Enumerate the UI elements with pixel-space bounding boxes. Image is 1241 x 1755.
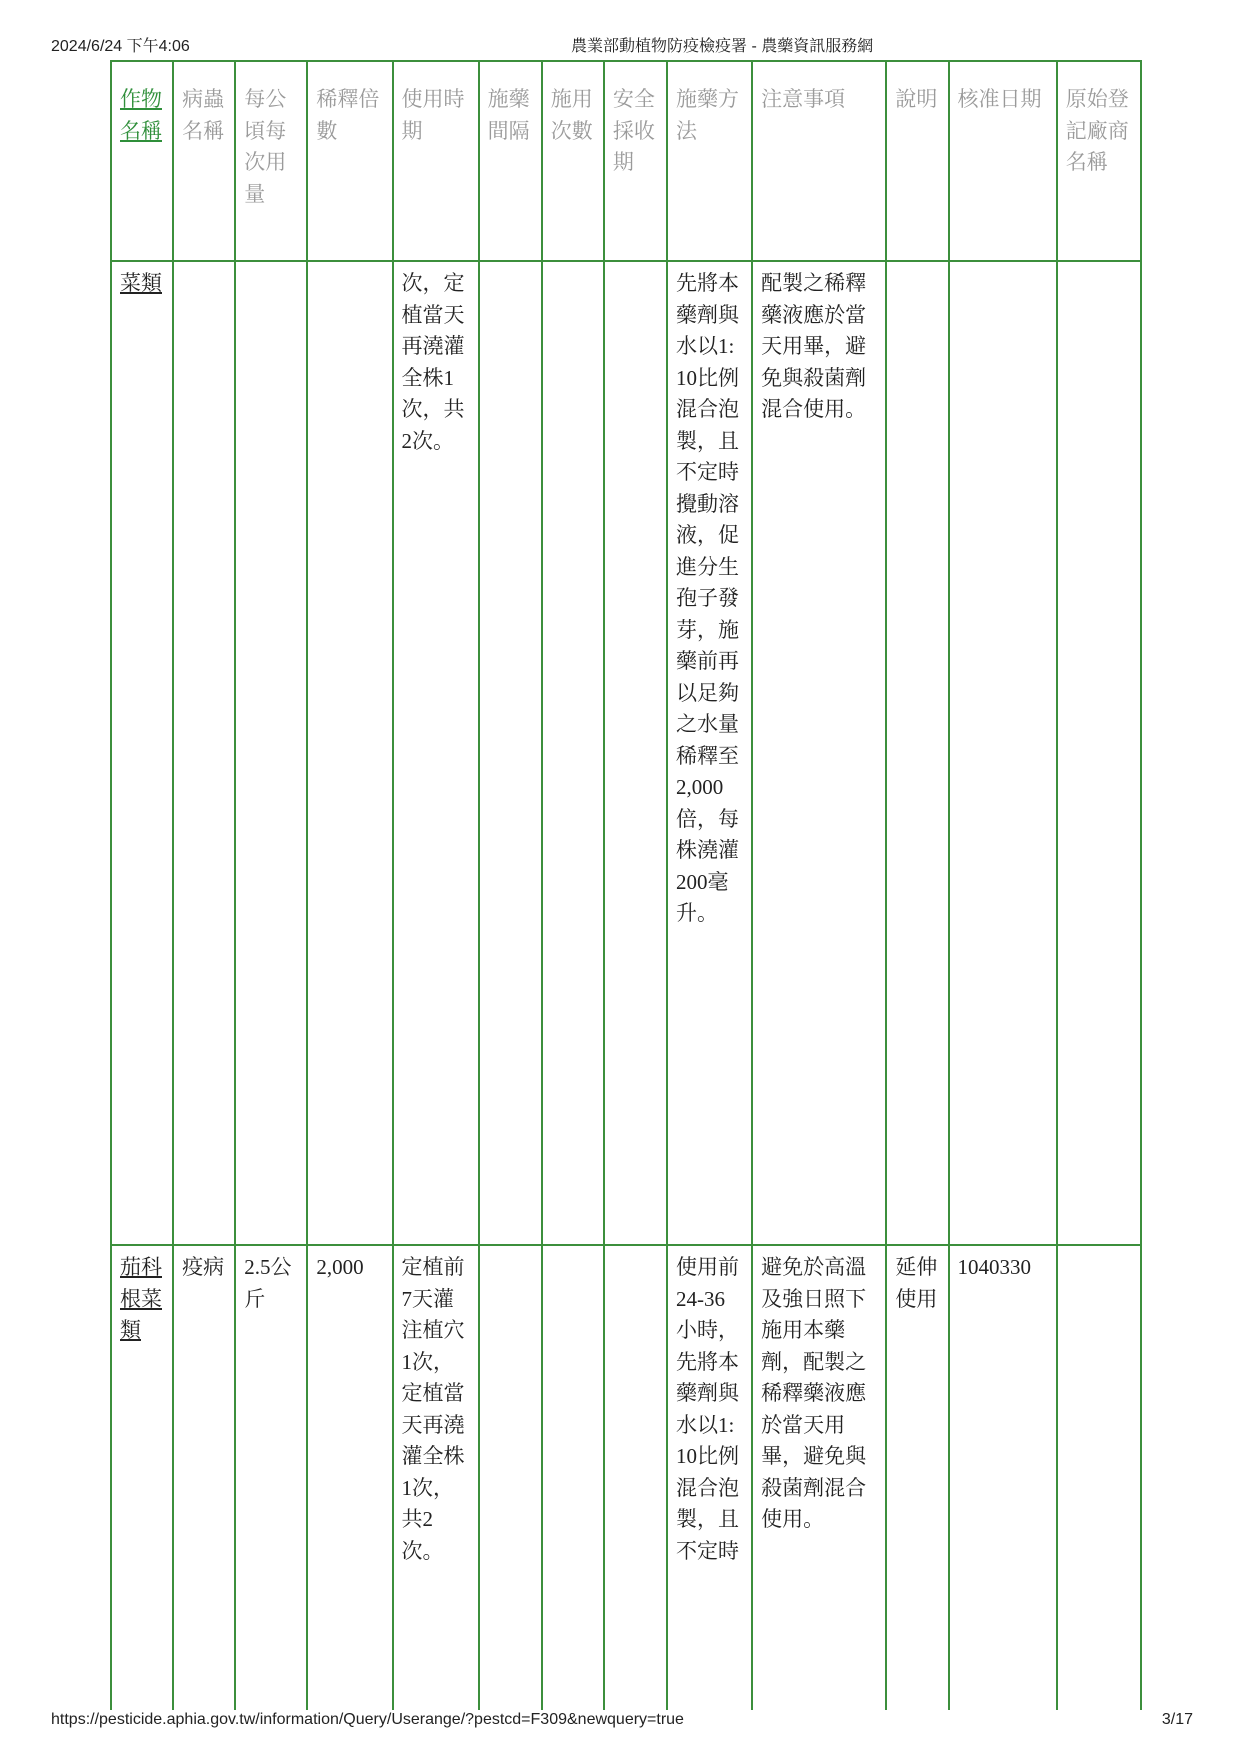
header-description: 說明	[886, 61, 948, 261]
header-approval-date: 核准日期	[949, 61, 1057, 261]
cell-description	[886, 261, 948, 1245]
cell-notes: 配製之稀釋藥液應於當天用畢，避免與殺菌劑混合使用。	[752, 261, 886, 1245]
usage-range-table	[110, 60, 1142, 1710]
cell-count	[542, 1245, 604, 1710]
cell-count	[542, 261, 604, 1245]
cell-method: 使用前24-36小時，先將本藥劑與水以1:10比例混合泡製，且不定時	[667, 1245, 752, 1710]
cell-interval	[479, 261, 542, 1245]
cell-dose	[235, 261, 307, 1245]
print-page-number: 3/17	[1161, 1711, 1193, 1728]
header-crop[interactable]	[111, 61, 173, 261]
cell-approval-date	[949, 261, 1057, 1245]
table-row	[111, 1245, 1141, 1710]
cell-notes: 避免於高溫及強日照下施用本藥劑，配製之稀釋藥液應於當天用畢，避免與殺菌劑混合使用。	[752, 1245, 886, 1710]
cell-pest: 疫病	[173, 1245, 235, 1710]
cell-description: 延伸使用	[886, 1245, 948, 1710]
cell-method: 先將本藥劑與水以1:10比例混合泡製，且不定時攪動溶液，促進分生孢子發芽，施藥前再以足夠之水量稀釋至2,000倍，每株澆灌200毫升。	[667, 261, 752, 1245]
header-timing: 使用時期	[393, 61, 479, 261]
cell-approval-date: 1040330	[949, 1245, 1057, 1710]
table-header-row	[111, 61, 1141, 261]
header-notes: 注意事項	[752, 61, 886, 261]
cell-timing: 次，定植當天再澆灌全株1次，共2次。	[393, 261, 479, 1245]
cell-safe-harvest	[604, 1245, 667, 1710]
cell-safe-harvest	[604, 261, 667, 1245]
print-page-title: 農業部動植物防疫檢疫署 - 農藥資訊服務網	[571, 38, 874, 55]
header-original-registrant: 原始登記廠商名稱	[1057, 61, 1141, 261]
table-row	[111, 261, 1141, 1245]
header-interval: 施藥間隔	[479, 61, 542, 261]
cell-original-registrant	[1057, 261, 1141, 1245]
header-method: 施藥方法	[667, 61, 752, 261]
cell-dose: 2.5公斤	[235, 1245, 307, 1710]
print-footer	[0, 1711, 1241, 1733]
header-safe-harvest: 安全採收期	[604, 61, 667, 261]
cell-interval	[479, 1245, 542, 1710]
cell-crop[interactable]	[111, 1245, 173, 1710]
cell-timing: 定植前7天灌注植穴1次，定植當天再澆灌全株1次，共2次。	[393, 1245, 479, 1710]
header-crop-sort-link[interactable]: 作物名稱	[120, 87, 162, 143]
cell-pest	[173, 261, 235, 1245]
usage-table-container	[110, 60, 1142, 1710]
header-count: 施用次數	[542, 61, 604, 261]
print-url: https://pesticide.aphia.gov.tw/information/Query/Userange/?pestcd=F309&newquery=true	[51, 1711, 684, 1728]
cell-dilution: 2,000	[307, 1245, 392, 1710]
print-datetime: 2024/6/24 下午4:06	[51, 38, 190, 55]
cell-original-registrant	[1057, 1245, 1141, 1710]
print-header	[0, 33, 1241, 55]
header-dose: 每公頃每次用量	[235, 61, 307, 261]
cell-dilution	[307, 261, 392, 1245]
cell-crop[interactable]	[111, 261, 173, 1245]
header-pest: 病蟲名稱	[173, 61, 235, 261]
crop-link[interactable]: 茄科根菜類	[120, 1255, 162, 1342]
header-dilution: 稀釋倍數	[307, 61, 392, 261]
crop-link[interactable]: 菜類	[120, 271, 162, 295]
